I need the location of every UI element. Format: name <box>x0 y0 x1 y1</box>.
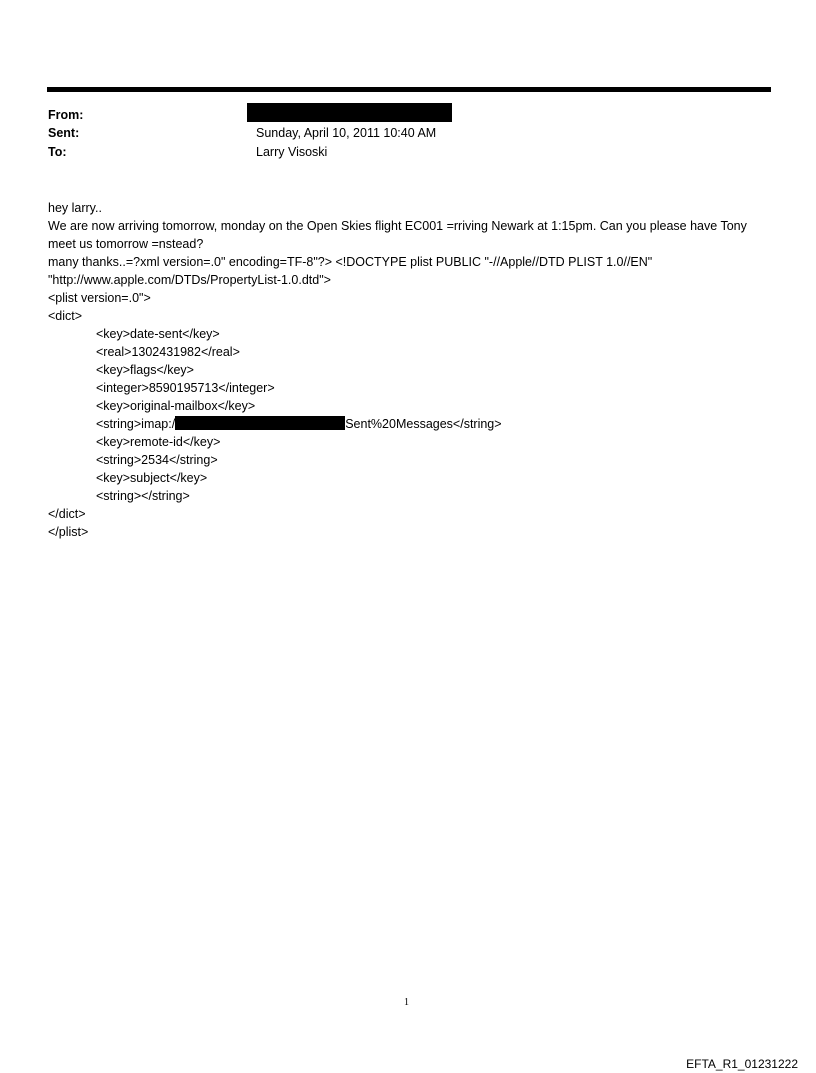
email-body <box>48 199 770 541</box>
dict-open: <dict> <box>48 309 83 323</box>
document-id: EFTA_R1_01231222 <box>686 1057 798 1071</box>
from-label: From: <box>48 108 84 122</box>
imap-string-start: <string>imap:/ <box>96 417 176 431</box>
greeting: hey larry.. <box>48 201 102 215</box>
imap-string-line <box>48 415 770 433</box>
flags-key: <key>flags</key> <box>96 363 194 377</box>
dict-close: </dict> <box>48 507 86 521</box>
sent-label: Sent: <box>48 126 80 140</box>
subject-value: <string></string> <box>96 489 190 503</box>
header-rule <box>47 87 771 92</box>
remote-id-value: <string>2534</string> <box>96 453 218 467</box>
original-mailbox-key: <key>original-mailbox</key> <box>96 399 256 413</box>
to-label: To: <box>48 145 67 159</box>
real-value: <real>1302431982</real> <box>96 345 240 359</box>
redaction-imap <box>175 416 345 430</box>
page-number: 1 <box>404 997 409 1008</box>
thanks-xml-line: many thanks..=?xml version=.0" encoding=TF-8"?> <!DOCTYPE plist PUBLIC "-//Apple//DTD PLIST 1.0//EN" <box>48 255 653 269</box>
plist-close: </plist> <box>48 525 89 539</box>
imap-string-end: Sent%20Messages</string> <box>345 417 502 431</box>
dtd-line: "http://www.apple.com/DTDs/PropertyList-1.0.dtd"> <box>48 273 331 287</box>
subject-key: <key>subject</key> <box>96 471 208 485</box>
message-paragraph: We are now arriving tomorrow, monday on the Open Skies flight EC001 =rriving Newark at 1:15pm. Can you please have Tony meet us tomorrow =nstead? <box>48 219 747 251</box>
plist-open: <plist version=.0"> <box>48 291 151 305</box>
remote-id-key: <key>remote-id</key> <box>96 435 221 449</box>
redaction-from <box>247 103 452 122</box>
to-value: Larry Visoski <box>256 145 328 159</box>
sent-value: Sunday, April 10, 2011 10:40 AM <box>256 126 437 140</box>
date-sent-key: <key>date-sent</key> <box>96 327 220 341</box>
integer-value: <integer>8590195713</integer> <box>96 381 275 395</box>
